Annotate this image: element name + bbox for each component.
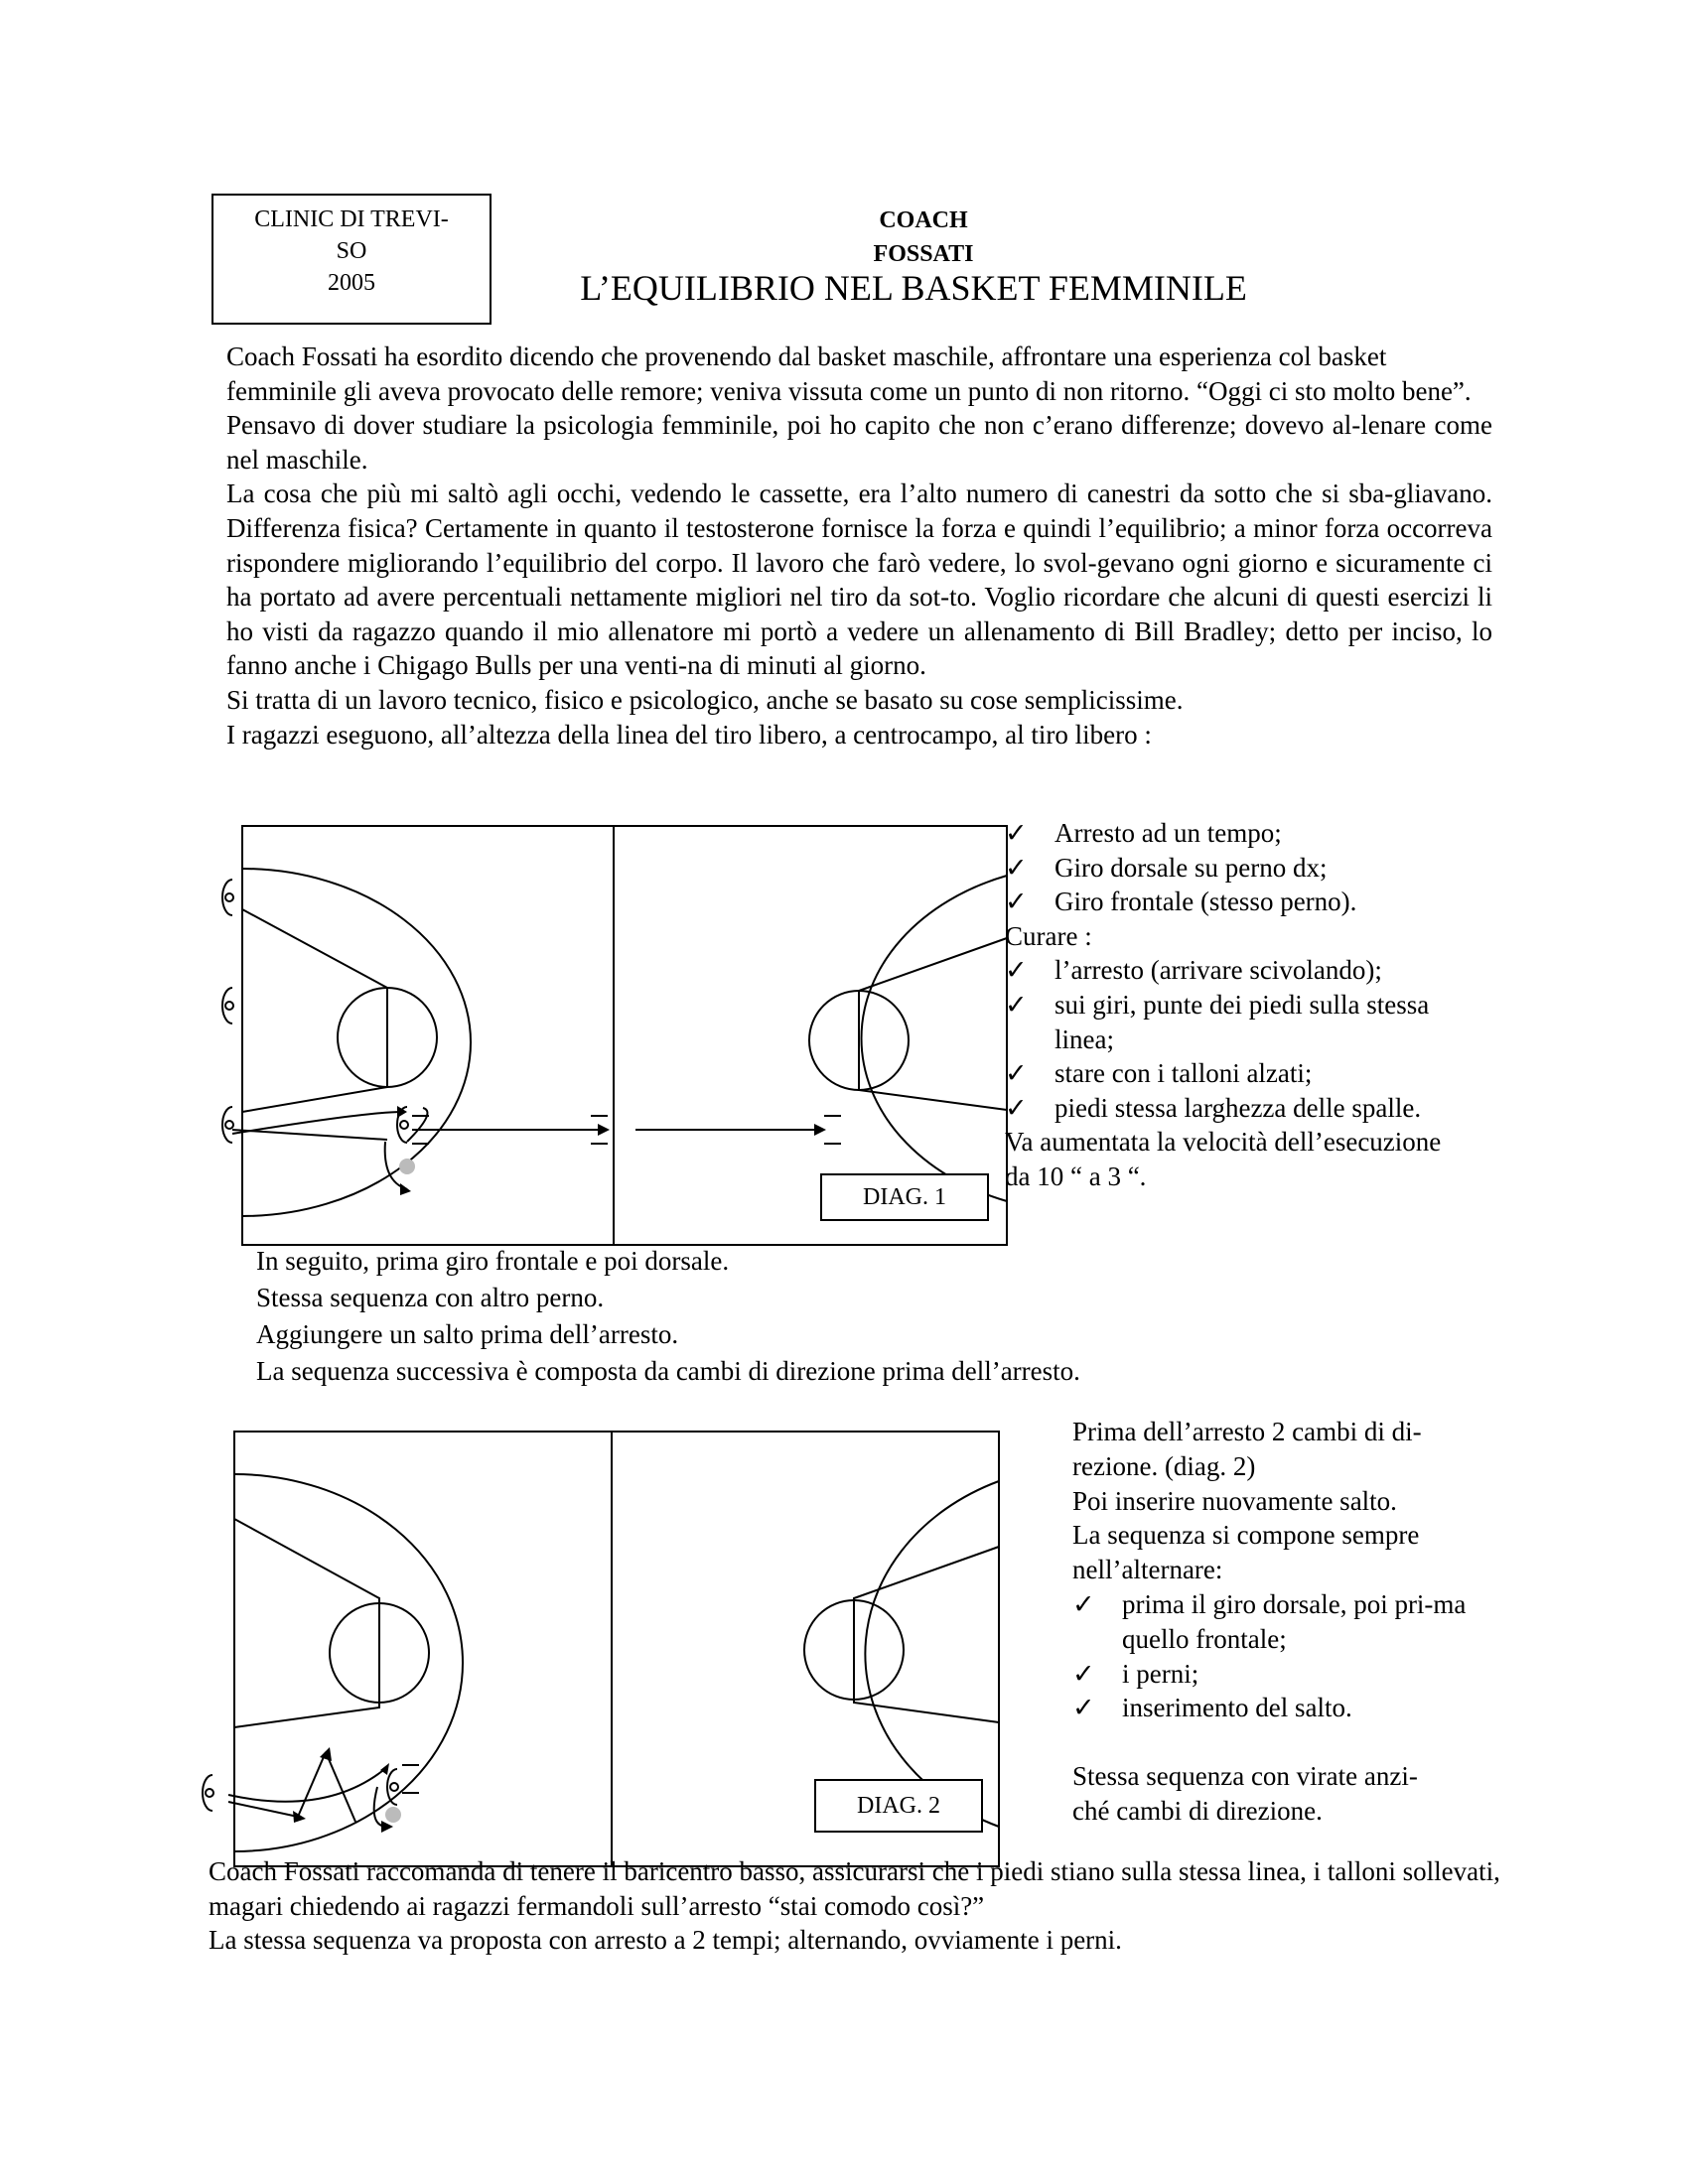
check-item: ✓ inserimento del salto. bbox=[1072, 1691, 1489, 1725]
closing-paragraph-1: Coach Fossati raccomanda di tenere il baricentro basso, assicurarsi che i piedi stiano sulla stessa linea, i talloni sollevati, magari chiedendo ai ragazzi fermandoli sull’arresto “stai comodo così?” bbox=[209, 1856, 1500, 1921]
diag2-intro-line-3: Poi inserire nuovamente salto. bbox=[1072, 1485, 1397, 1516]
diag1-notes bbox=[1005, 816, 1501, 1194]
diag1-label: DIAG. 1 bbox=[820, 1173, 989, 1221]
check-icon: ✓ bbox=[1005, 1058, 1028, 1089]
diag2-intro-line-5: nell’alternare: bbox=[1072, 1555, 1223, 1585]
check-icon: ✓ bbox=[1072, 1658, 1095, 1689]
diag2-tail-line-1: Stessa sequenza con virate anzi- bbox=[1072, 1761, 1418, 1792]
check-icon: ✓ bbox=[1005, 1092, 1028, 1123]
ghost-player-marker bbox=[399, 1159, 415, 1174]
after-line-2: Stessa sequenza con altro perno. bbox=[256, 1283, 605, 1312]
after-line-3: Aggiungere un salto prima dell’arresto. bbox=[256, 1319, 679, 1349]
check-item: ✓ i perni; bbox=[1072, 1657, 1489, 1692]
check-item: ✓ piedi stessa larghezza delle spalle. bbox=[1005, 1091, 1501, 1126]
check-icon: ✓ bbox=[1005, 818, 1028, 848]
right-three-point-arc bbox=[862, 876, 1007, 1201]
diag2-intro-line-1: Prima dell’arresto 2 cambi di di- bbox=[1072, 1417, 1422, 1446]
diag2-notes bbox=[1072, 1415, 1489, 1829]
check-item: ✓ sui giri, punte dei piedi sulla stessa linea; bbox=[1005, 989, 1430, 1054]
ghost-player-marker bbox=[385, 1807, 401, 1823]
curare-label: Curare : bbox=[1005, 920, 1092, 951]
check-item: ✓ Giro frontale (stesso perno). bbox=[1005, 885, 1501, 919]
check-icon: ✓ bbox=[1072, 1693, 1095, 1723]
check-item: ✓ prima il giro dorsale, poi pri-ma quello frontale; bbox=[1072, 1588, 1467, 1654]
after-diag1-text bbox=[256, 1243, 1249, 1390]
player-markers bbox=[203, 1769, 398, 1811]
clinic-info-box bbox=[211, 194, 492, 325]
diag2-label: DIAG. 2 bbox=[814, 1779, 983, 1833]
coach-name bbox=[774, 204, 1072, 271]
coach-line-1: COACH bbox=[879, 207, 968, 233]
check-icon: ✓ bbox=[1005, 887, 1028, 917]
movement-arrows bbox=[232, 1108, 814, 1189]
closing-paragraph-2: La stessa sequenza va proposta con arresto a 2 tempi; alternando, ovviamente i perni. bbox=[209, 1925, 1122, 1956]
check-item: ✓ Arresto ad un tempo; bbox=[1005, 816, 1501, 851]
intro-paragraph-2: Pensavo di dover studiare la psicologia femminile, poi ho capito che non c’erano differenze; dovevo al-lenare come nel maschile. bbox=[226, 410, 1492, 475]
after-line-1: In seguito, prima giro frontale e poi dorsale. bbox=[256, 1246, 730, 1276]
check-icon: ✓ bbox=[1005, 852, 1028, 883]
intro-paragraph-4: Si tratta di un lavoro tecnico, fisico e psicologico, anche se basato su cose semplicissime. bbox=[226, 684, 1184, 715]
arrow-heads bbox=[397, 1106, 826, 1195]
clinic-line-1: CLINIC DI TREVI- bbox=[254, 206, 449, 232]
intro-paragraph-5: I ragazzi eseguono, all’altezza della linea del tiro libero, a centrocampo, al tiro libero : bbox=[226, 719, 1152, 750]
closing-text bbox=[209, 1854, 1549, 1958]
right-three-point-arc bbox=[865, 1481, 999, 1827]
check-item: ✓ Giro dorsale su perno dx; bbox=[1005, 851, 1501, 886]
check-item: ✓ stare con i talloni alzati; bbox=[1005, 1056, 1501, 1091]
movement-arrows bbox=[228, 1752, 387, 1827]
speed-note-line-2: da 10 “ a 3 “. bbox=[1005, 1160, 1147, 1191]
arrow-heads bbox=[293, 1747, 393, 1833]
clinic-line-2: SO bbox=[336, 238, 367, 264]
check-icon: ✓ bbox=[1072, 1588, 1095, 1619]
coach-line-2: FOSSATI bbox=[873, 241, 974, 267]
check-icon: ✓ bbox=[1005, 989, 1028, 1020]
intro-paragraph-3: La cosa che più mi saltò agli occhi, vedendo le cassette, era l’alto numero di canestri da sotto che si sba-gliavano. Differenza fisica? Certamente in quanto il testosterone fornisce la forza e quindi l’equilibrio; a minor forza occorreva rispondere migliorando l’equilibrio del corpo. Il lavoro che farò vedere, lo svol-gevano ogni giorno e sicuramente ci ha portato ad avere percentuali nettamente migliori nel tiro da sot-to. Voglio ricordare che alcuni di questi esercizi li ho visti da ragazzo quando il mio allenatore mi portò a vedere un allenamento di Bill Bradley; detto per inciso, lo fanno anche i Chigago Bulls per una venti-na di minuti al giorno. bbox=[226, 478, 1492, 681]
speed-note-line-1: Va aumentata la velocità dell’esecuzione bbox=[1005, 1127, 1442, 1158]
right-key bbox=[854, 1547, 999, 1722]
intro-paragraph-1: Coach Fossati ha esordito dicendo che provenendo dal basket maschile, affrontare una esperienza col basket femminile gli aveva provocato delle remore; veniva vissuta come un punto di non ritorno. “Oggi ci sto molto bene”. bbox=[226, 341, 1472, 406]
diag2-intro-line-4: La sequenza si compone sempre bbox=[1072, 1520, 1420, 1551]
check-item: ✓ l’arresto (arrivare scivolando); bbox=[1005, 953, 1501, 988]
diag2-intro-line-2: rezione. (diag. 2) bbox=[1072, 1450, 1256, 1481]
diag2-tail-line-2: ché cambi di direzione. bbox=[1072, 1795, 1323, 1826]
clinic-line-3: 2005 bbox=[328, 270, 375, 296]
left-key bbox=[234, 1519, 379, 1727]
player-markers bbox=[222, 880, 408, 1143]
check-icon: ✓ bbox=[1005, 955, 1028, 986]
page-title: L’EQUILIBRIO NEL BASKET FEMMINILE bbox=[580, 268, 1247, 308]
after-line-4: La sequenza successiva è composta da cambi di direzione prima dell’arresto. bbox=[256, 1356, 1080, 1386]
intro-text bbox=[226, 340, 1492, 751]
